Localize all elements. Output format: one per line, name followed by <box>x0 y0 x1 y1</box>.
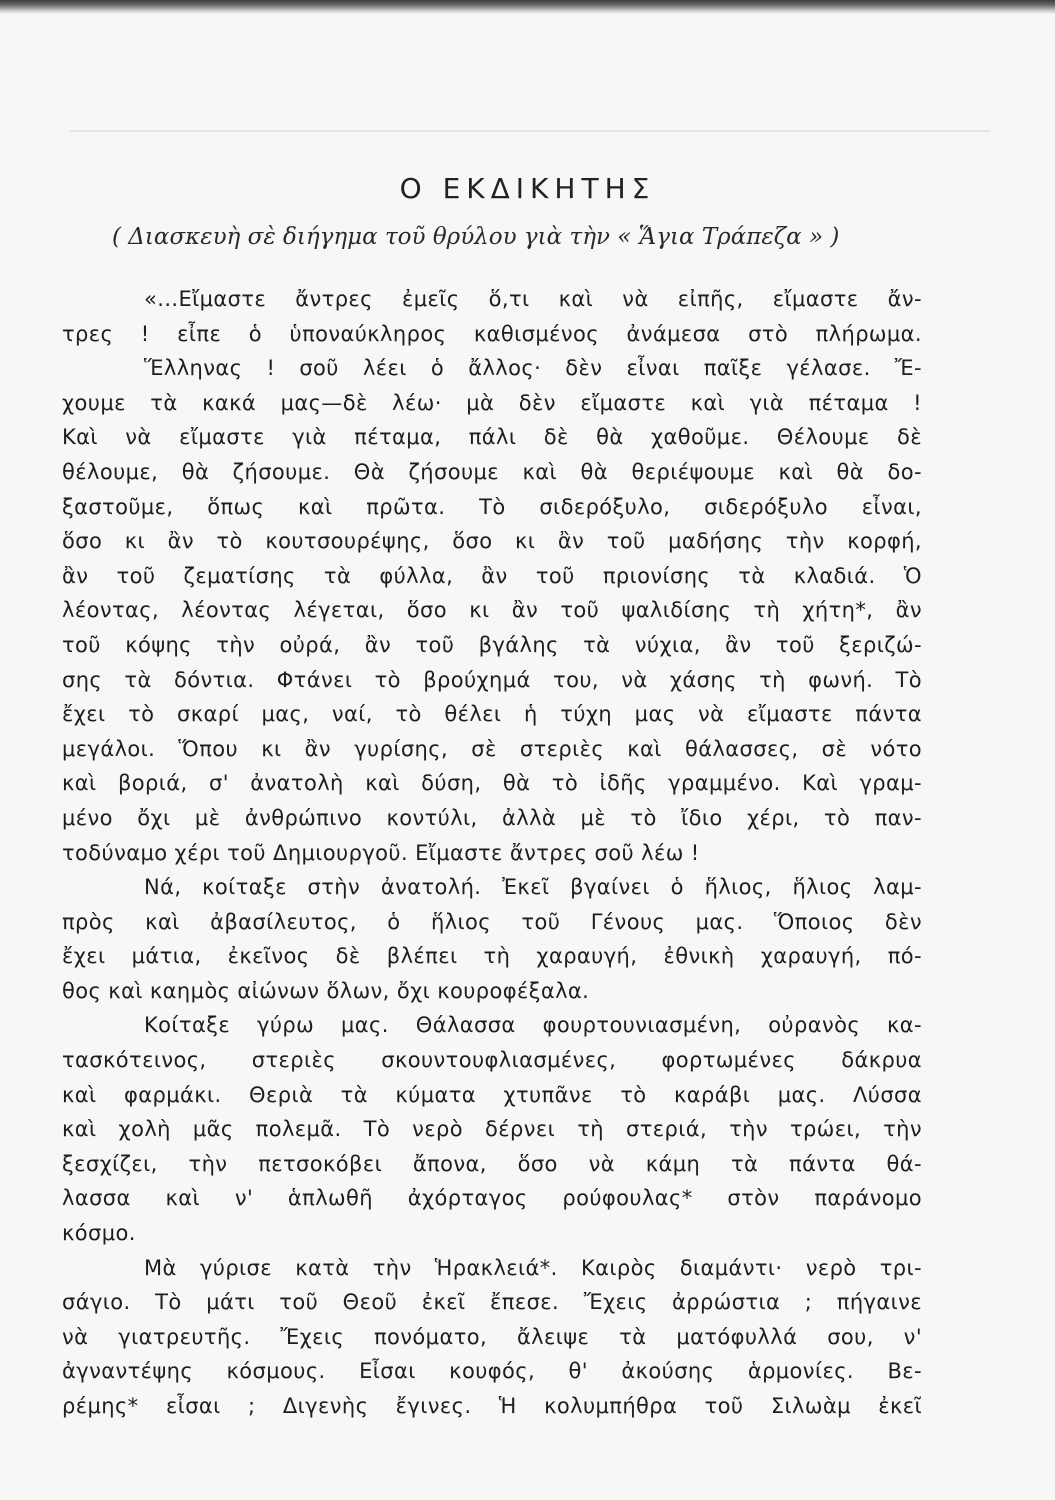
text-line: τρες ! εἶπε ὁ ὑποναύκληρος καθισμένος ἀνάμεσα στὸ πλήρωμα. <box>62 321 922 346</box>
text-line: Μὰ γύρισε κατὰ τὴν Ἡρακλειά*. Καιρὸς διαμάντι· νερὸ τρι- <box>144 1255 922 1280</box>
text-line: τοῦ κόψης τὴν οὐρά, ἂν τοῦ βγάλης τὰ νύχια, ἂν τοῦ ξεριζώ- <box>62 632 922 657</box>
text-line: ὅσο κι ἂν τὸ κουτσουρέψης, ὅσο κι ἂν τοῦ μαδήσης τὴν κορφή, <box>62 529 922 554</box>
text-line: ξαστοῦμε, ὅπως καὶ πρῶτα. Τὸ σιδερόξυλο, σιδερόξυλο εἶναι, <box>62 494 922 519</box>
text-line: «...Εἴμαστε ἄντρες ἐμεῖς ὅ,τι καὶ νὰ εἰπῆς, εἴμαστε ἄν- <box>144 287 922 311</box>
text-line: καὶ χολὴ μᾶς πολεμᾶ. Τὸ νερὸ δέρνει τὴ στεριά, τὴν τρώει, τὴν <box>62 1117 922 1142</box>
text-line: πρὸς καὶ ἀβασίλευτος, ὁ ἥλιος τοῦ Γένους μας. Ὅποιος δὲν <box>62 909 922 934</box>
text-line: τοδύναμο χέρι τοῦ Δημιουργοῦ. Εἴμαστε ἄντρες σοῦ λέω ! <box>62 840 700 865</box>
text-line: Καὶ νὰ εἴμαστε γιὰ πέταμα, πάλι δὲ θὰ χαθοῦμε. Θέλουμε δὲ <box>62 425 922 450</box>
text-line: θος καὶ καημὸς αἰώνων ὅλων, ὄχι κουροφέξαλα. <box>62 978 590 1003</box>
text-line: ἀγναντέψης κόσμους. Εἶσαι κουφός, θ' ἀκούσης ἁρμονίες. Βε- <box>62 1359 922 1384</box>
body-text <box>62 282 922 1424</box>
text-line: μένο ὄχι μὲ ἀνθρώπινο κοντύλι, ἀλλὰ μὲ τὸ ἴδιο χέρι, τὸ παν- <box>62 805 922 830</box>
text-line: κόσμο. <box>62 1221 136 1246</box>
text-line: μεγάλοι. Ὅπου κι ἂν γυρίσης, σὲ στεριὲς καὶ θάλασσες, σὲ νότο <box>62 736 922 761</box>
text-line: τασκότεινος, στεριὲς σκουντουφλιασμένες, φορτωμένες δάκρυα <box>62 1048 922 1073</box>
text-line: θέλουμε, θὰ ζήσουμε. Θὰ ζήσουμε καὶ θὰ θεριέψουμε καὶ θὰ δο- <box>62 459 922 484</box>
text-line: ξεσχίζει, τὴν πετσοκόβει ἄπονα, ὅσο νὰ κάμη τὰ πάντα θά- <box>62 1151 922 1176</box>
page-title: Ο ΕΚΔΙΚΗΤΗΣ <box>399 172 656 205</box>
text-line: χουμε τὰ κακά μας—δὲ λέω· μὰ δὲν εἴμαστε καὶ γιὰ πέταμα ! <box>62 390 922 415</box>
text-line: ἂν τοῦ ζεματίσης τὰ φύλλα, ἂν τοῦ πριονίσης τὰ κλαδιά. Ὁ <box>62 563 922 588</box>
text-line: ἔχει τὸ σκαρί μας, ναί, τὸ θέλει ἡ τύχη μας νὰ εἴμαστε πάντα <box>62 702 922 727</box>
text-line: Νά, κοίταξε στὴν ἀνατολή. Ἐκεῖ βγαίνει ὁ ἥλιος, ἥλιος λαμ- <box>144 875 922 900</box>
text-line: Κοίταξε γύρω μας. Θάλασσα φουρτουνιασμένη, οὐρανὸς κα- <box>144 1013 922 1038</box>
text-line: λασσα καὶ ν' ἁπλωθῆ ἀχόρταγος ρούφουλας* στὸν παράνομο <box>62 1186 922 1211</box>
text-line: ἔχει μάτια, ἐκεῖνος δὲ βλέπει τὴ χαραυγή, ἐθνικὴ χαραυγή, πό- <box>62 944 922 969</box>
scan-top-edge <box>0 0 1055 14</box>
text-line: νὰ γιατρευτῆς. Ἔχεις πονόματο, ἄλειψε τὰ ματόφυλλά σου, ν' <box>62 1324 922 1349</box>
text-line: καὶ βοριά, σ' ἀνατολὴ καὶ δύση, θὰ τὸ ἰδῆς γραμμένο. Καὶ γραμ- <box>62 771 922 796</box>
show-through-rule <box>70 130 990 132</box>
text-line: ρέμης* εἶσαι ; Διγενὴς ἔγινες. Ἡ κολυμπήθρα τοῦ Σιλωὰμ ἐκεῖ <box>62 1394 922 1418</box>
text-line: λέοντας, λέοντας λέγεται, ὅσο κι ἂν τοῦ ψαλιδίσης τὴ χήτη*, ἂν <box>62 598 922 623</box>
text-line: σάγιο. Τὸ μάτι τοῦ Θεοῦ ἐκεῖ ἔπεσε. Ἔχεις ἀρρώστια ; πήγαινε <box>62 1290 922 1315</box>
text-line: σης τὰ δόντια. Φτάνει τὸ βρούχημά του, νὰ χάσης τὴ φωνή. Τὸ <box>62 667 922 692</box>
page-subtitle: ( Διασκευὴ σὲ διήγημα τοῦ θρύλου γιὰ τὴν « Ἅγια Τράπεζα » ) <box>112 224 840 250</box>
text-line: Ἕλληνας ! σοῦ λέει ὁ ἄλλος· δὲν εἶναι παῖξε γέλασε. Ἔ- <box>144 356 922 381</box>
text-line: καὶ φαρμάκι. Θεριὰ τὰ κύματα χτυπᾶνε τὸ καράβι μας. Λύσσα <box>62 1082 922 1107</box>
